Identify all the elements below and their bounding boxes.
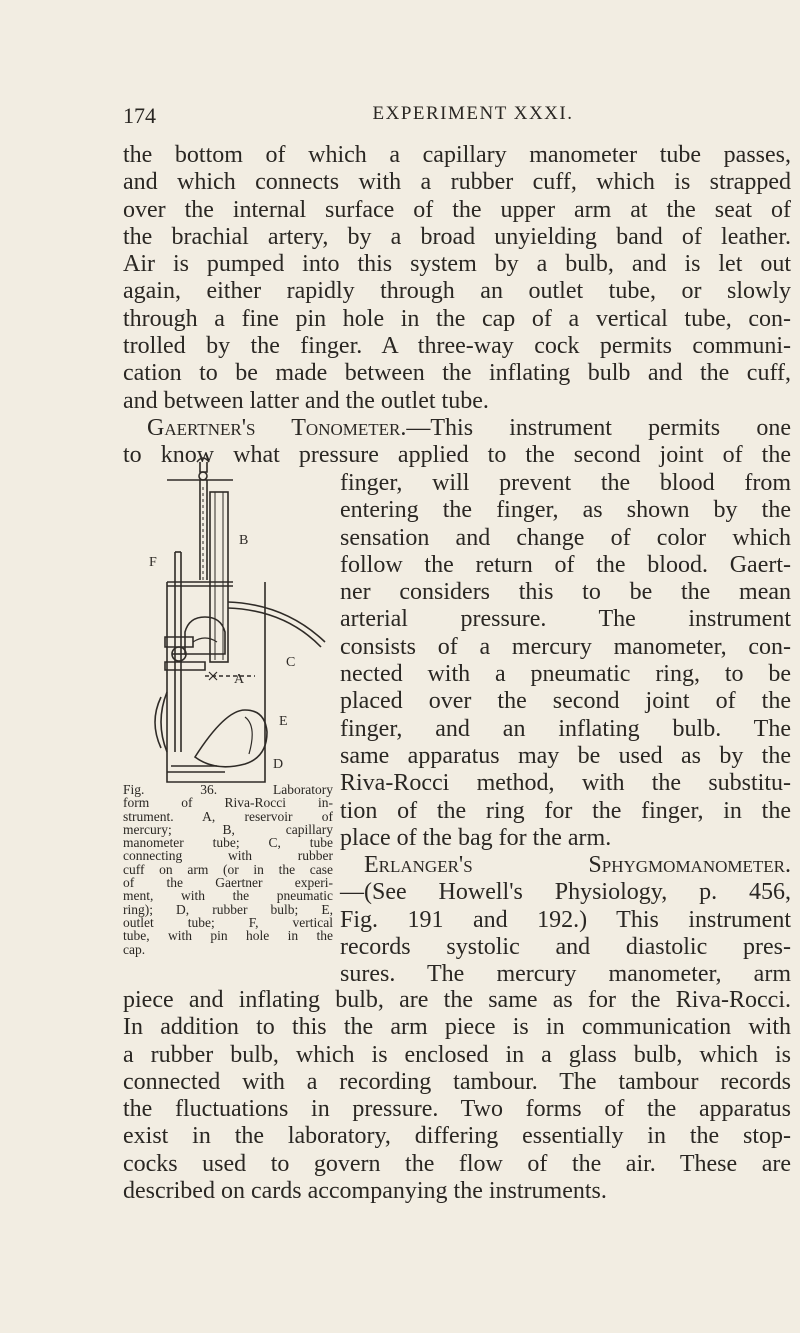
- caption-line: connecting with rubber: [123, 848, 333, 864]
- text-line: cocks used to govern the flow of the air. These are: [123, 1150, 791, 1177]
- text-line: the brachial artery, by a broad unyielding band of leather.: [123, 223, 791, 250]
- caption-line: outlet tube; F, vertical: [123, 914, 333, 930]
- text-line: exist in the laboratory, differing essentially in the stop-: [123, 1123, 791, 1150]
- text-line: and which connects with a rubber cuff, which is strapped: [123, 169, 791, 196]
- text-fragment: —This instrument permits one: [406, 415, 792, 441]
- label-c: C: [286, 655, 296, 670]
- text-line: records systolic and diastolic pres-: [340, 934, 791, 961]
- label-f: F: [149, 555, 157, 570]
- paragraph-gaertner-body: [340, 470, 791, 989]
- text-line: the bottom of which a capillary manometer tube passes,: [123, 142, 791, 168]
- text-line: Fig. 191 and 192.) This instrument: [340, 906, 791, 933]
- paragraph-cuff-description: [123, 142, 791, 415]
- text-line: same apparatus may be used as by the: [340, 742, 791, 769]
- section-heading-text: Erlanger's Sphygmomanometer.: [364, 852, 791, 879]
- text-line: described on cards accompanying the instruments.: [123, 1178, 607, 1205]
- text-line: and between latter and the outlet tube.: [123, 387, 489, 414]
- label-b: B: [239, 533, 249, 548]
- text-line: Riva-Rocci method, with the substitu-: [340, 770, 791, 797]
- label-d: D: [273, 757, 284, 772]
- caption-line: cap.: [123, 941, 146, 957]
- caption-line: form of Riva-Rocci in-: [123, 795, 333, 811]
- text-line: through a fine pin hole in the cap of a vertical tube, con-: [123, 305, 791, 332]
- text-line: ner considers this to be the mean: [340, 579, 791, 606]
- apparatus-diagram: [145, 392, 345, 792]
- caption-line: of the Gaertner experi-: [123, 875, 333, 891]
- text-line: —(See Howell's Physiology, p. 456,: [340, 879, 791, 906]
- text-line: trolled by the finger. A three-way cock permits communi-: [123, 333, 791, 360]
- caption-line: strument. A, reservoir of: [123, 808, 333, 824]
- caption-line: cuff on arm (or in the case: [123, 861, 333, 877]
- text-line: Air is pumped into this system by a bulb, and is let out: [123, 251, 791, 278]
- text-line: cation to be made between the inflating bulb and the cuff,: [123, 360, 791, 387]
- section-heading-erlanger: [340, 852, 791, 879]
- text-line: In addition to this the arm piece is in communication with: [123, 1014, 791, 1041]
- caption-line: tube, with pin hole in the: [123, 928, 333, 944]
- text-line: consists of a mercury manometer, con-: [340, 633, 791, 660]
- text-line: finger, will prevent the blood from: [340, 470, 791, 496]
- text-line: follow the return of the blood. Gaert-: [340, 551, 791, 578]
- caption-line: Fig. 36. Laboratory: [123, 782, 333, 797]
- page-header: [123, 103, 778, 127]
- label-e: E: [279, 714, 288, 729]
- paragraph-erlanger-body: [123, 987, 791, 1205]
- caption-line: ment, with the pneumatic: [123, 888, 333, 904]
- text-line: a rubber bulb, which is enclosed in a glass bulb, which is: [123, 1041, 791, 1068]
- text-line: sensation and change of color which: [340, 524, 791, 551]
- text-line: entering the finger, as shown by the: [340, 497, 791, 524]
- caption-line: manometer tube; C, tube: [123, 835, 333, 851]
- text-line: piece and inflating bulb, are the same as for the Riva-Rocci.: [123, 987, 791, 1013]
- running-title: EXPERIMENT XXXI.: [372, 103, 574, 124]
- text-line: placed over the second joint of the: [340, 688, 791, 715]
- caption-line: mercury; B, capillary: [123, 821, 333, 837]
- text-line: the fluctuations in pressure. Two forms of the apparatus: [123, 1096, 791, 1123]
- caption-line: ring); D, rubber bulb; E,: [123, 901, 333, 917]
- text-line: sures. The mercury manometer, arm: [340, 961, 791, 988]
- section-heading-gaertner: Gaertner's Tonometer.: [147, 415, 407, 441]
- text-line: connected with a recording tambour. The tambour records: [123, 1068, 791, 1095]
- figure-riva-rocci-apparatus: [145, 392, 345, 792]
- text-line: finger, and an inflating bulb. The: [340, 715, 791, 742]
- text-line: over the internal surface of the upper arm at the seat of: [123, 196, 791, 223]
- text-line: again, either rapidly through an outlet tube, or slowly: [123, 278, 791, 305]
- text-line: arterial pressure. The instrument: [340, 606, 791, 633]
- text-line: to know what pressure applied to the second joint of the: [123, 442, 791, 469]
- label-a: A: [234, 672, 245, 687]
- text-line: place of the bag for the arm.: [340, 824, 612, 851]
- figure-caption: [123, 783, 333, 956]
- page-number: 174: [123, 103, 156, 128]
- text-line: nected with a pneumatic ring, to be: [340, 661, 791, 688]
- text-line: tion of the ring for the finger, in the: [340, 797, 791, 824]
